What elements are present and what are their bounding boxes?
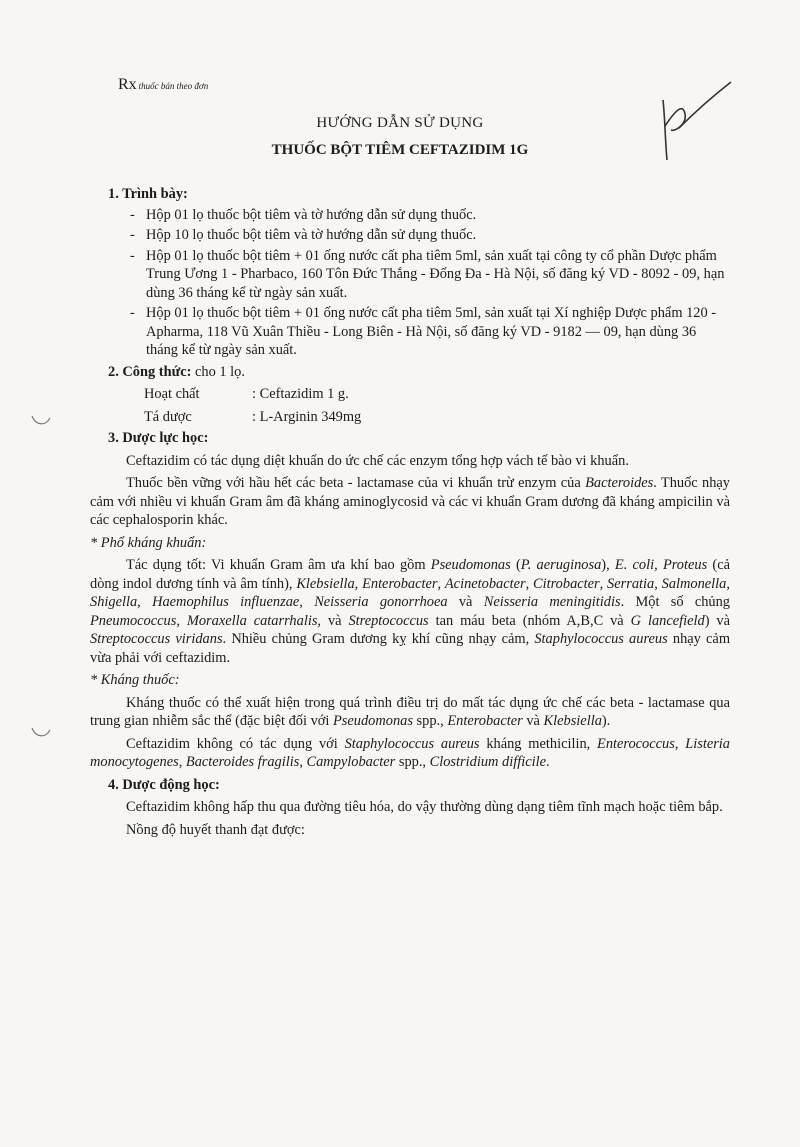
subheading-resistance: * Kháng thuốc: (90, 672, 180, 688)
paragraph: Nồng độ huyết thanh đạt được: (126, 821, 305, 838)
rx-note: thuốc bán theo đơn (138, 81, 209, 91)
list-item: - Hộp 01 lọ thuốc bột tiêm và tờ hướng dẫn sử dụng thuốc. (90, 206, 730, 225)
paragraph: Ceftazidim có tác dụng diệt khuẩn do ức chế các enzym tổng hợp vách tế bào vi khuẩn. (126, 452, 629, 469)
section-2-title: 2. Công thức: cho 1 lọ. (108, 363, 245, 380)
punch-hole-mark (30, 722, 52, 742)
excipient-label: Tá dược (144, 408, 192, 425)
paragraph-resistance: Kháng thuốc có thể xuất hiện trong quá trình điều trị do mất tác dụng ức chế các beta - lactamase qua trung gian nhiễm sắc thể (đặc biệt đối với Pseudomonas spp., Enterobacter và Klebsiella). (90, 694, 730, 729)
section-3-title: 3. Dược lực học: (108, 430, 209, 446)
subheading-spectrum: * Phổ kháng khuẩn: (90, 534, 207, 551)
list-item: - Hộp 01 lọ thuốc bột tiêm + 01 ống nước cất pha tiêm 5ml, sản xuất tại công ty cổ phần Dược phẩm Trung Ương 1 - Pharbaco, 160 Tôn Đức Thắng - Đống Đa - Hà Nội, số đăng ký VD - 8092 - 09, hạn dùng 36 tháng kể từ ngày sản xuất. (90, 247, 730, 303)
active-label: Hoạt chất (144, 386, 200, 402)
paragraph: Thuốc bền vững với hầu hết các beta - lactamase của vi khuẩn trừ enzym của Bacteroides. Thuốc nhạy cảm với nhiều vi khuẩn Gram âm đã kháng aminoglycosid và các vi khuẩn Gram dương đã kháng ampicilin và các cephalosporin khác. (90, 475, 730, 528)
rx-mark (118, 76, 208, 94)
section-1-title: 1. Trình bày: (108, 186, 188, 202)
doc-subtitle: THUỐC BỘT TIÊM CEFTAZIDIM 1G (271, 142, 529, 158)
paragraph-spectrum: Tác dụng tốt: Vi khuẩn Gram âm ưa khí bao gồm Pseudomonas (P. aeruginosa), E. coli, Proteus (cả dòng indol dương tính và âm tính), Klebsiella, Enterobacter, Acinetobacter, Citrobacter, Serratia, Salmonella, Shigella, Haemophilus influenzae, Neisseria gonorrhoea và Neisseria meningitidis. Một số chủng Pneumococcus, Moraxella catarrhalis, và Streptococcus tan máu beta (nhóm A,B,C và G lancefield) và Streptococcus viridans. Nhiều chủng Gram dương kỵ khí cũng nhạy cảm, Staphylococcus aureus nhạy cảm vừa phải với ceftazidim. (90, 557, 731, 666)
paragraph-inactive: Ceftazidim không có tác dụng với Staphylococcus aureus kháng methicilin, Enterococcus, Listeria monocytogenes, Bacteroides fragilis, Campylobacter spp., Clostridium difficile. (90, 735, 730, 770)
doc-title: HƯỚNG DẪN SỬ DỤNG (316, 115, 484, 131)
active-value: : Ceftazidim 1 g. (252, 386, 349, 402)
paragraph: Ceftazidim không hấp thu qua đường tiêu hóa, do vậy thường dùng dạng tiêm tĩnh mạch hoặc tiêm bắp. (126, 799, 723, 815)
list-item: - Hộp 10 lọ thuốc bột tiêm và tờ hướng dẫn sử dụng thuốc. (90, 226, 730, 245)
formula-excipient (144, 408, 730, 427)
section-4-title: 4. Dược động học: (108, 776, 220, 793)
list-item: - Hộp 01 lọ thuốc bột tiêm + 01 ống nước cất pha tiêm 5ml, sản xuất tại Xí nghiệp Dược phẩm 120 - Apharma, 118 Vũ Xuân Thiều - Long Biên - Hà Nội, số đăng ký VD - 9182 — 09, hạn dùng 36 tháng kể từ ngày sản xuất. (90, 304, 730, 360)
doc-content (90, 182, 730, 843)
formula-active (144, 385, 730, 404)
punch-hole-mark (30, 410, 52, 430)
excipient-value: : L-Arginin 349mg (252, 408, 362, 425)
rx-symbol: Rx (118, 76, 137, 93)
